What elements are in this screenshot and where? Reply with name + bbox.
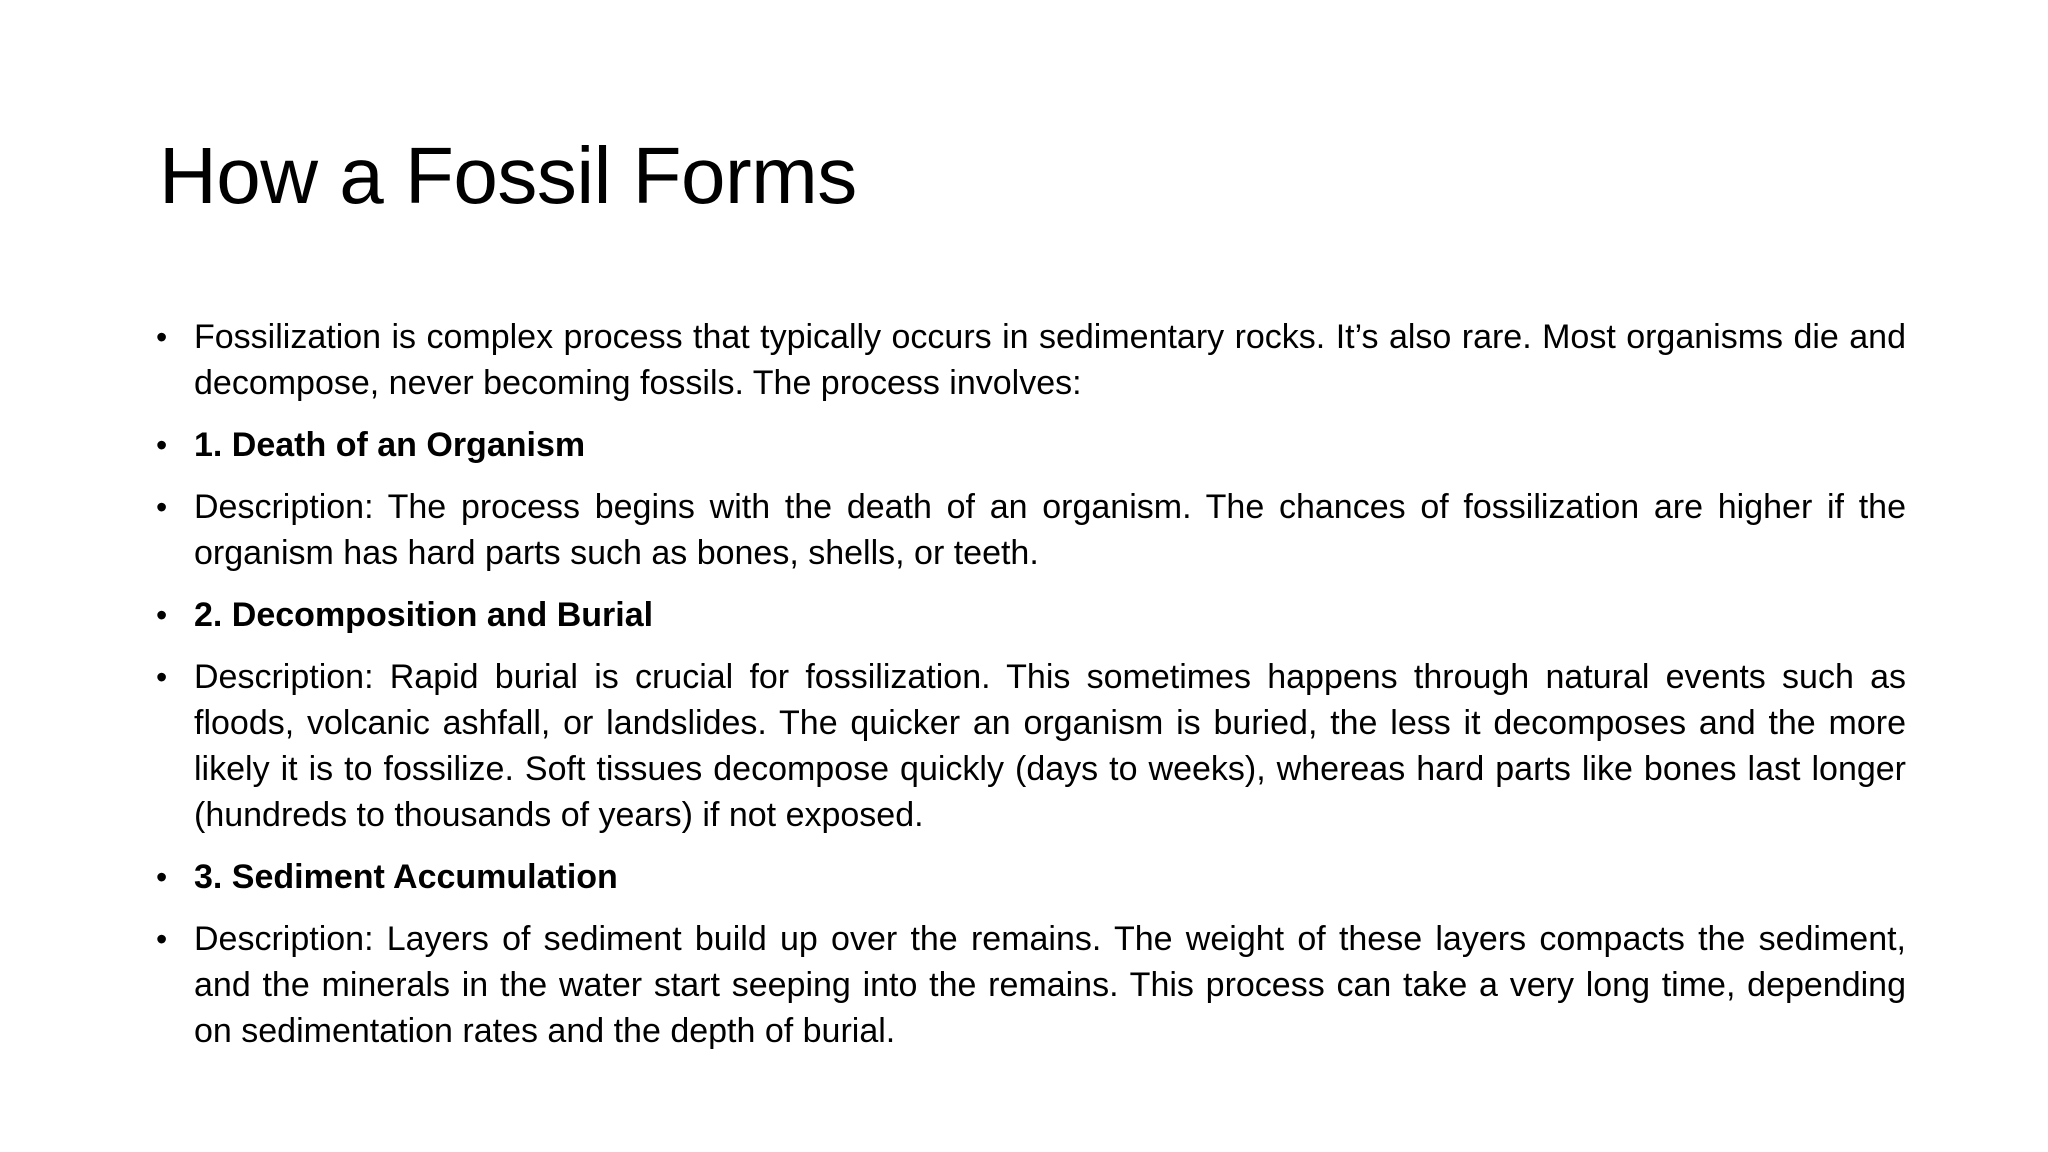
bullet-icon: •	[156, 489, 168, 525]
bullet-icon: •	[156, 597, 168, 633]
bullet-icon: •	[156, 859, 168, 895]
bullet-item-step-1-heading	[156, 422, 1906, 468]
bullet-icon: •	[156, 427, 168, 463]
bullet-text: 2. Decomposition and Burial	[194, 596, 654, 634]
bullet-icon: •	[156, 659, 168, 695]
bullet-item-step-1-description	[156, 484, 1906, 576]
bullet-item-step-3-description	[156, 916, 1906, 1054]
bullet-item-intro	[156, 314, 1906, 406]
bullet-item-step-2-heading	[156, 592, 1906, 638]
bullet-item-step-3-heading	[156, 854, 1906, 900]
bullet-text: 3. Sediment Accumulation	[194, 858, 618, 896]
bullet-text: Description: Rapid burial is crucial for fossilization. This sometimes happens through natural events such as floods, volcanic ashfall, or landslides. The quicker an organism is buried, the less it decomposes and the more likely it is to fossilize. Soft tissues decompose quickly (days to weeks), whereas hard parts like bones last longer (hundreds to thousands of years) if not exposed.	[194, 658, 1906, 834]
bullet-text: Fossilization is complex process that typically occurs in sedimentary rocks. It’s also rare. Most organisms die and decompose, never becoming fossils. The process involves:	[194, 318, 1906, 402]
bullet-icon: •	[156, 319, 168, 355]
bullet-item-step-2-description	[156, 654, 1906, 838]
bullet-text: 1. Death of an Organism	[194, 426, 586, 464]
bullet-list	[156, 314, 1906, 1070]
bullet-text: Description: Layers of sediment build up over the remains. The weight of these layers compacts the sediment, and the minerals in the water start seeping into the remains. This process can take a very long time, depending on sedimentation rates and the depth of burial.	[194, 920, 1906, 1050]
slide-title: How a Fossil Forms	[159, 131, 857, 220]
bullet-text: Description: The process begins with the death of an organism. The chances of fossilization are higher if the organism has hard parts such as bones, shells, or teeth.	[194, 488, 1906, 572]
bullet-icon: •	[156, 921, 168, 957]
